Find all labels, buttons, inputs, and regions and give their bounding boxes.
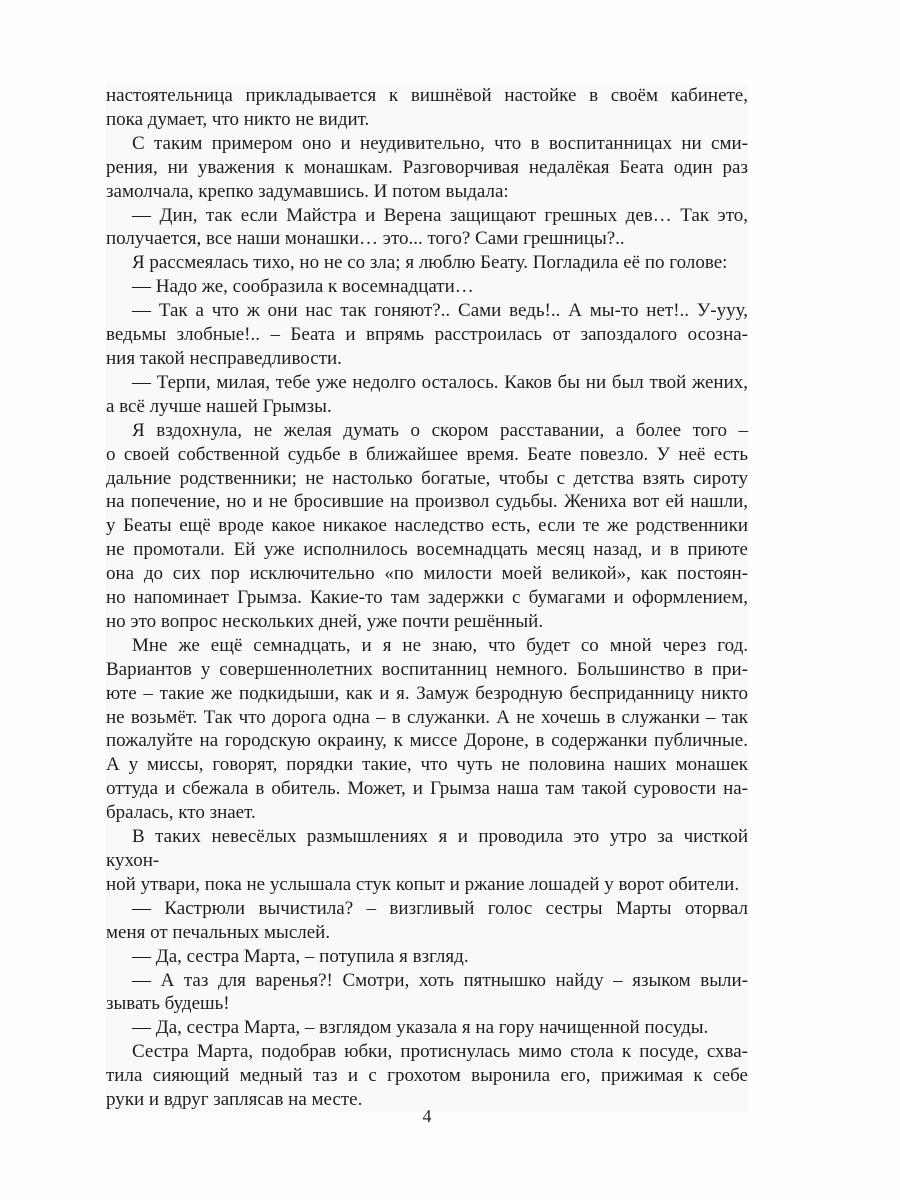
text-line: С таким примером оно и неудивительно, что в воспитанницах ни сми- [106,132,748,156]
text-line: — Терпи, милая, тебе уже недолго осталось. Каков бы ни был твой жених, [106,371,748,395]
page-number: 4 [422,1106,432,1126]
text-line: — А таз для варенья?! Смотри, хоть пятнышко найду – языком выли- [106,969,748,993]
text-line: В таких невесёлых размышлениях я и проводила это утро за чисткой кухон- [106,826,748,871]
text-line: руки и вдруг заплясав на месте. [106,1088,748,1112]
text-line: замолчала, крепко задумавшись. И потом выдала: [106,180,748,204]
text-line: дальние родственники; не настолько богатые, чтобы с детства взять сироту [106,467,748,489]
text-line: меня от печальных мыслей. [106,921,748,945]
text-line: но напоминает Грымза. Какие-то там задержки с бумагами и оформлением, [106,587,748,609]
text-line: настоятельница прикладывается к вишнёвой настойке в своём кабинете, [106,85,748,106]
text-line: а всё лучше нашей Грымзы. [106,395,748,419]
text-line: — Да, сестра Марта, – взглядом указала я на гору начищенной посуды. [106,1016,748,1040]
text-line: не промотали. Ей уже исполнилось восемнадцать месяц назад, и в приюте [106,539,748,561]
text-line: — Да, сестра Марта, – потупила я взгляд. [106,945,748,969]
text-line: юте – такие же подкидыши, как и я. Замуж безродную бесприданницу никто [106,682,748,704]
text-line: пожалуйте на городскую окраину, к миссе Дороне, в содержанки публичные. [106,730,748,752]
text-line: — Дин, так если Майстра и Верена защищают грешных дев… Так это, [106,204,748,228]
text-line: оттуда и сбежала в обитель. Может, и Грымза наша там такой суровости на- [106,778,748,800]
text-line: на попечение, но и не бросившие на произвол судьбы. Жениха вот ей нашли, [106,491,748,513]
text-line: пока думает, что никто не видит. [106,108,748,132]
text-line: бралась, кто знает. [106,801,748,825]
page-text [106,84,748,1112]
text-line: Вариантов у совершеннолетних воспитанниц немного. Большинство в при- [106,658,748,680]
text-line: она до сих пор исключительно «по милости моей великой», как постоян- [106,563,748,585]
text-line: о своей собственной судьбе в ближайшее время. Беате повезло. У неё есть [106,443,748,465]
text-line: ния такой несправедливости. [106,347,748,371]
text-line: Сестра Марта, подобрав юбки, протиснулась мимо стола к посуде, схва- [106,1040,748,1064]
text-line: — Так а что ж они нас так гоняют?.. Сами ведь!.. А мы-то нет!.. У-ууу, [106,299,748,323]
text-line: Мне же ещё семнадцать, и я не знаю, что будет со мной через год. [106,634,748,658]
text-line: у Беаты ещё вроде какое никакое наследство есть, если те же родственники [106,515,748,537]
text-line: тила сияющий медный таз и с грохотом выронила его, прижимая к себе [106,1065,748,1087]
text-line: — Кастрюли вычистила? – визгливый голос сестры Марты оторвал [106,897,748,921]
text-line: А у миссы, говорят, порядки такие, что чуть не половина наших монашек [106,754,748,776]
text-line: но это вопрос нескольких дней, уже почти решённый. [106,610,748,634]
text-line: получается, все наши монашки… это... того? Сами грешницы?.. [106,227,748,251]
text-line: — Надо же, сообразила к восемнадцати… [106,275,748,299]
text-line: ной утвари, пока не услышала стук копыт и ржание лошадей у ворот обители. [106,873,748,897]
text-line: зывать будешь! [106,992,748,1016]
text-line: Я вздохнула, не желая думать о скором расставании, а более того – [106,419,748,443]
text-line: Я рассмеялась тихо, но не со зла; я люблю Беату. Погладила её по голове: [106,251,748,275]
text-line: не возьмёт. Так что дорога одна – в служанки. А не хочешь в служанки – так [106,706,748,728]
text-line: рения, ни уважения к монашкам. Разговорчивая недалёкая Беата один раз [106,156,748,178]
text-line: ведьмы злобные!.. – Беата и впрямь расстроилась от запоздалого осозна- [106,324,748,346]
